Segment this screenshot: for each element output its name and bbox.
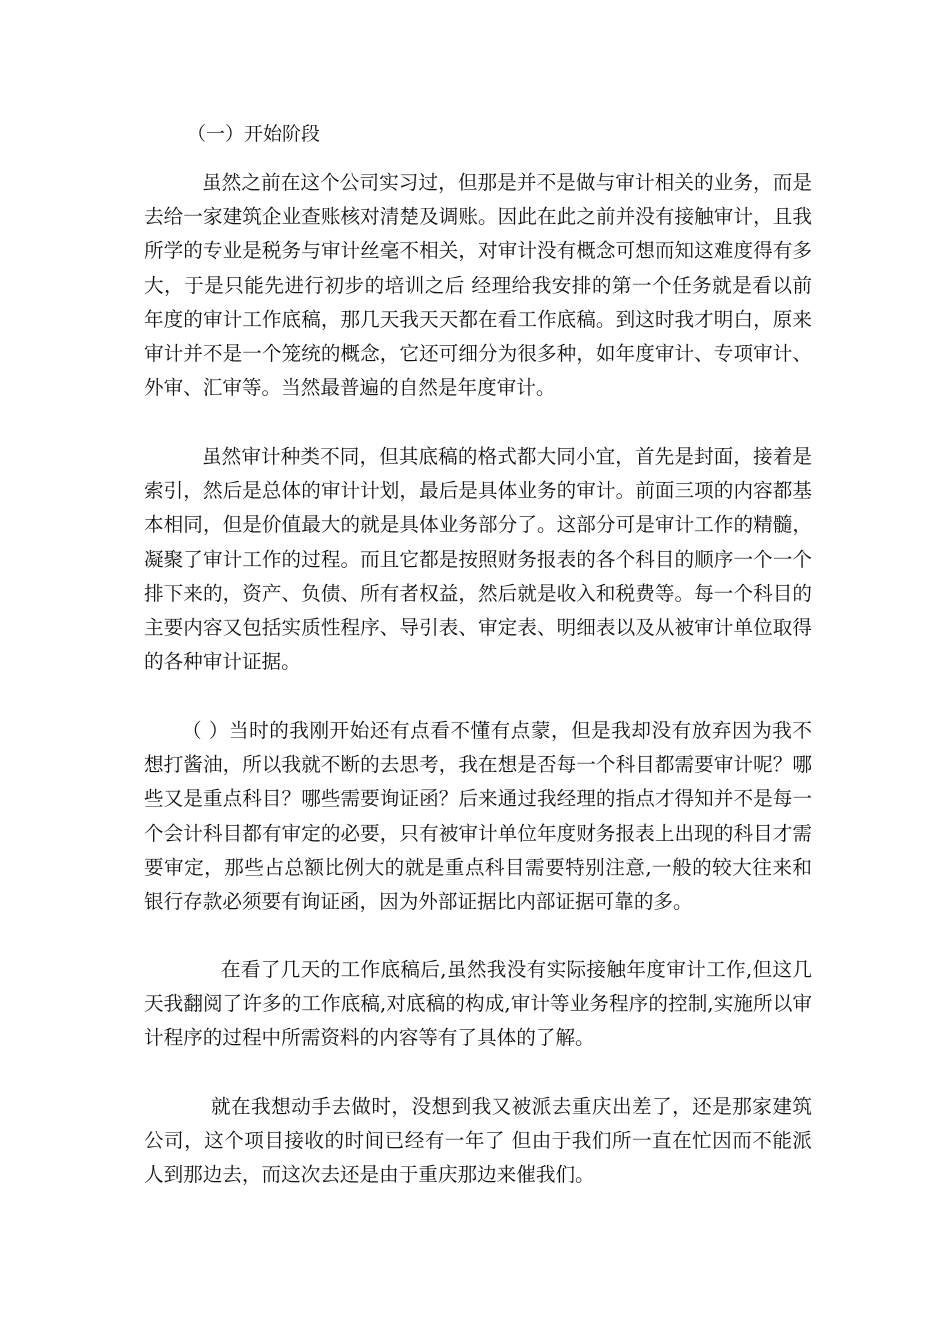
paragraph-5: 就在我想动手去做时，没想到我又被派去重庆出差了，还是那家建筑公司，这个项目接收的时间已经有一年了 但由于我们所一直在忙因而不能派人到那边去，而这次去还是由于重庆那边来催我们。 bbox=[144, 1095, 812, 1187]
paragraph-4: 在看了几天的工作底稿后,虽然我没有实际接触年度审计工作,但这几天我翻阅了许多的工作底稿,对底稿的构成,审计等业务程序的控制,实施所以审计程序的过程中所需资料的内容等有了具体的了解。 bbox=[144, 958, 812, 1050]
paragraph-3: （ ）当时的我刚开始还有点看不懂有点蒙，但是我却没有放弃因为我不想打酱油，所以我就不断的去思考，我在想是否每一个科目都需要审计呢？哪些又是重点科目？哪些需要询证函？后来通过我经理的指点才得知并不是每一个会计科目都有审定的必要，只有被审计单位年度财务报表上出现的科目才需要审定，那些占总额比例大的就是重点科目需要特别注意,一般的较大往来和银行存款必须要有询证函，因为外部证据比内部证据可靠的多。 bbox=[144, 719, 812, 914]
paragraph-2: 虽然审计种类不同，但其底稿的格式都大同小宜，首先是封面，接着是索引，然后是总体的审计计划，最后是具体业务的审计。前面三项的内容都基本相同，但是价值最大的就是具体业务部分了。这部分可是审计工作的精髓，凝聚了审计工作的过程。而且它都是按照财务报表的各个科目的顺序一个一个排下来的，资产、负债、所有者权益，然后就是收入和税费等。每一个科目的主要内容又包括实质性程序、导引表、审定表、明细表以及从被审计单位取得的各种审计证据。 bbox=[144, 445, 812, 674]
paragraph-1: 虽然之前在这个公司实习过，但那是并不是做与审计相关的业务，而是去给一家建筑企业查账核对清楚及调账。因此在此之前并没有接触审计，且我所学的专业是税务与审计丝毫不相关，对审计没有概念可想而知这难度得有多大，于是只能先进行初步的培训之后 经理给我安排的第一个任务就是看以前年度的审计工作底稿，那几天我天天都在看工作底稿。到这时我才明白，原来审计并不是一个笼统的概念，它还可细分为很多种，如年度审计、专项审计、外审、汇审等。当然最普遍的自然是年度审计。 bbox=[144, 171, 812, 400]
section-heading: （一）开始阶段 bbox=[187, 123, 321, 145]
